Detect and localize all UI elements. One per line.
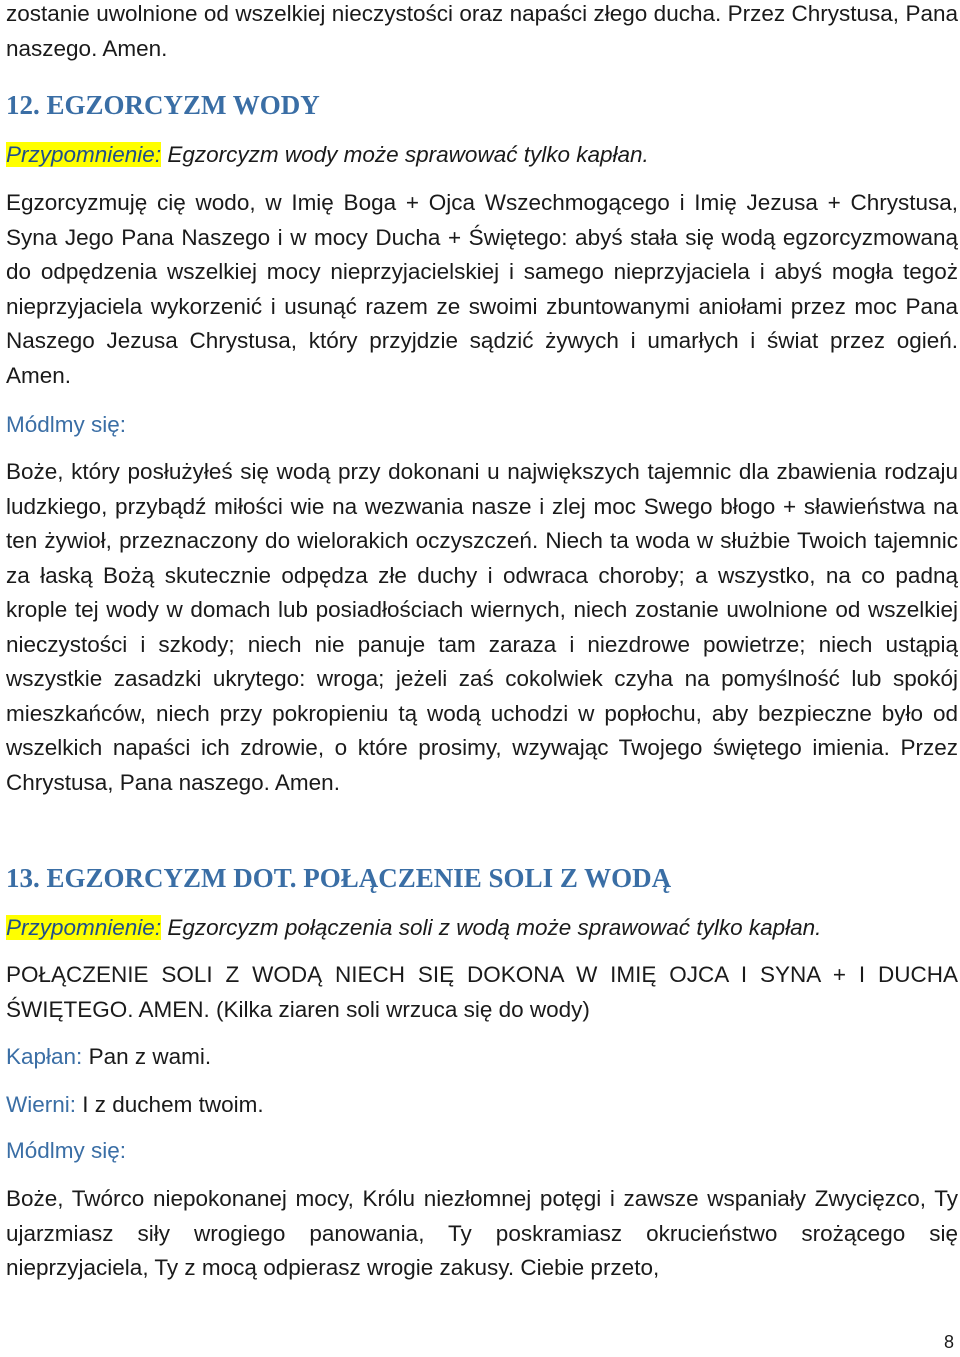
reminder-text: Egzorcyzm połączenia soli z wodą może sprawować tylko kapłan. xyxy=(167,915,822,940)
prayer-label-13: Módlmy się: xyxy=(6,1138,127,1163)
prayer-label-12: Módlmy się: xyxy=(6,412,127,437)
paragraph-prayer-12: Boże, który posłużyłeś się wodą przy dokonani u największych tajemnic dla zbawienia rodzaju ludzkiego, przybądź miłości wie na wezwania nasze i zlej moc Swego błogo + sławieństwa na ten żywioł, przeznaczony do wielorakich oczyszczeń. Niech ta woda w służbie Twoich tajemnic za łaską Bożą skutecznie odpędza złe duchy i odwraca choroby; a wszystko, na co padną krople tej wody w domach lub posiadłościach wiernych, niech zostanie uwolnione od wszelkiej nieczystości i szkody; niech nie panuje tam zaraza i niezdrowe powietrze; niech ustąpią wszystkie zasadzki ukrytego: wroga; jeżeli zaś cokolwiek czyha na pomyślność lub spokój mieszkańców, niech przy pokropieniu tą wodą uchodzi w popłochu, aby bezpieczne było od wszelkich napaści ich zdrowie, o które prosimy, wzywając Twojego świętego imienia. Przez Chrystusa, Pana naszego. Amen. xyxy=(6,459,958,795)
reminder-text: Egzorcyzm wody może sprawować tylko kapłan. xyxy=(167,142,649,167)
reminder-label: Przypomnienie: xyxy=(6,915,162,940)
reminder-label: Przypomnienie: xyxy=(6,142,162,167)
page-number: 8 xyxy=(943,1332,954,1352)
reminder-13 xyxy=(6,911,821,945)
faithful-text: I z duchem twoim. xyxy=(82,1092,264,1117)
paragraph-exorcism-water: Egzorcyzmuję cię wodo, w Imię Boga + Ojca Wszechmogącego i Imię Jezusa + Chrystusa, Syna Jego Pana Naszego i w mocy Ducha + Świętego: abyś stała się wodą egzorcyzmowaną do odpędzenia wszelkiej mocy nieprzyjacielskiej i samego nieprzyjaciela i abyś mogła tegoż nieprzyjaciela wykorzenić i usunąć razem ze swoimi zbuntowanymi aniołami przez moc Pana Naszego Jezusa Chrystusa, który przyjdzie sądzić żywych i umarłych i świat przez ogień. Amen. xyxy=(6,190,958,388)
heading-section-13: 13. EGZORCYZM DOT. POŁĄCZENIE SOLI Z WODĄ xyxy=(6,863,672,893)
priest-label: Kapłan: xyxy=(6,1044,83,1069)
reminder-12 xyxy=(6,138,649,172)
faithful-label: Wierni: xyxy=(6,1092,77,1117)
paragraph-prayer-13: Boże, Twórco niepokonanej mocy, Królu niezłomnej potęgi i zawsze wspaniały Zwycięzco, Ty ujarzmiasz siły wrogiego panowania, Ty poskramiasz okrucieństwo srożącego się nieprzyjaciela, Ty z mocą odpierasz wrogie zakusy. Ciebie przeto, xyxy=(6,1186,958,1280)
dialogue-priest xyxy=(6,1040,211,1075)
heading-section-12: 12. EGZORCYZM WODY xyxy=(6,90,320,120)
paragraph-formula-13: POŁĄCZENIE SOLI Z WODĄ NIECH SIĘ DOKONA W IMIĘ OJCA I SYNA + I DUCHA ŚWIĘTEGO. AMEN. (Kilka ziaren soli wrzuca się do wody) xyxy=(6,962,958,1022)
dialogue-faithful xyxy=(6,1088,264,1123)
paragraph-intro-tail: zostanie uwolnione od wszelkiej nieczystości oraz napaści złego ducha. Przez Chrystusa, Pana naszego. Amen. xyxy=(6,1,958,61)
priest-text: Pan z wami. xyxy=(88,1044,212,1069)
